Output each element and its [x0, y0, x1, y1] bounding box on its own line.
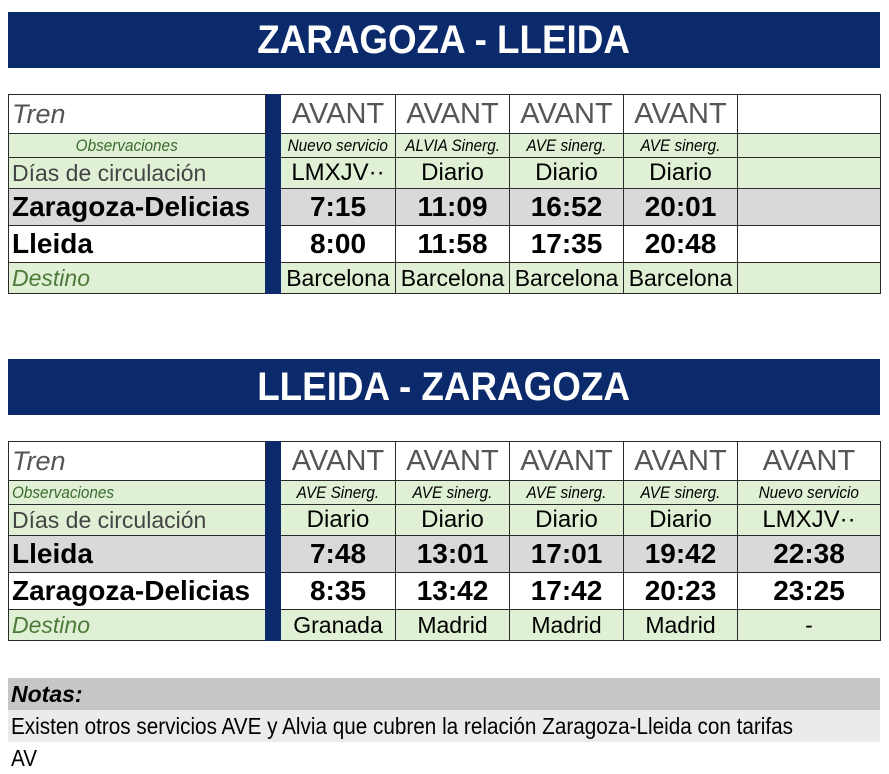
label-dias: Días de circulación — [9, 505, 266, 536]
observation: AVE sinerg. — [624, 134, 738, 158]
observation: Nuevo servicio — [281, 134, 396, 158]
row-arrival — [9, 573, 881, 610]
destination: Madrid — [396, 610, 510, 641]
label-tren: Tren — [9, 95, 266, 134]
train-type: AVANT — [738, 442, 881, 481]
observation: Nuevo servicio — [738, 481, 881, 505]
train-type: AVANT — [396, 442, 510, 481]
observation: AVE Sinerg. — [281, 481, 396, 505]
train-type: AVANT — [624, 95, 738, 134]
row-origin — [9, 536, 881, 573]
row-dias — [9, 505, 881, 536]
destination: Granada — [281, 610, 396, 641]
train-type: AVANT — [281, 442, 396, 481]
section1-title: ZARAGOZA - LLEIDA — [8, 12, 880, 68]
arrival-time: 17:42 — [510, 573, 624, 610]
train-type: AVANT — [396, 95, 510, 134]
notes-text: Existen otros servicios AVE y Alvia que cubren la relación Zaragoza-Lleida con tarifas AV — [8, 710, 880, 742]
departure-time: 11:09 — [396, 189, 510, 226]
notes-box — [8, 678, 880, 771]
label-destino: Destino — [9, 610, 266, 641]
days: Diario — [281, 505, 396, 536]
notes-heading: Notas: — [8, 678, 880, 710]
days: LMXJV·· — [738, 505, 881, 536]
departure-time — [738, 189, 881, 226]
departure-time: 19:42 — [624, 536, 738, 573]
row-dias — [9, 158, 881, 189]
row-arrival — [9, 226, 881, 263]
departure-time: 13:01 — [396, 536, 510, 573]
days: Diario — [624, 505, 738, 536]
row-tren — [9, 95, 881, 134]
label-destino: Destino — [9, 263, 266, 294]
days — [738, 158, 881, 189]
label-observaciones: Observaciones — [9, 481, 266, 505]
row-destino — [9, 610, 881, 641]
destination: Barcelona — [624, 263, 738, 294]
observation: AVE sinerg. — [510, 134, 624, 158]
departure-time: 17:01 — [510, 536, 624, 573]
row-destino — [9, 263, 881, 294]
train-type: AVANT — [510, 95, 624, 134]
label-dias: Días de circulación — [9, 158, 266, 189]
train-type: AVANT — [281, 95, 396, 134]
observation: AVE sinerg. — [624, 481, 738, 505]
label-observaciones: Observaciones — [9, 134, 266, 158]
label-arrival-station: Lleida — [9, 226, 266, 263]
observation — [738, 134, 881, 158]
destination: Madrid — [624, 610, 738, 641]
destination — [738, 263, 881, 294]
departure-time: 7:48 — [281, 536, 396, 573]
column-separator — [266, 95, 281, 294]
arrival-time — [738, 226, 881, 263]
row-origin — [9, 189, 881, 226]
timetable-lleida-zaragoza — [8, 441, 881, 641]
departure-time: 16:52 — [510, 189, 624, 226]
row-observaciones — [9, 134, 881, 158]
label-origin-station: Zaragoza-Delicias — [9, 189, 266, 226]
train-type — [738, 95, 881, 134]
destination: Barcelona — [281, 263, 396, 294]
arrival-time: 20:48 — [624, 226, 738, 263]
train-type: AVANT — [624, 442, 738, 481]
days: Diario — [396, 505, 510, 536]
days: LMXJV·· — [281, 158, 396, 189]
destination: Barcelona — [510, 263, 624, 294]
days: Diario — [510, 158, 624, 189]
days: Diario — [396, 158, 510, 189]
observation: AVE sinerg. — [510, 481, 624, 505]
observation: ALVIA Sinerg. — [396, 134, 510, 158]
destination: Barcelona — [396, 263, 510, 294]
arrival-time: 20:23 — [624, 573, 738, 610]
arrival-time: 8:35 — [281, 573, 396, 610]
days: Diario — [510, 505, 624, 536]
departure-time: 20:01 — [624, 189, 738, 226]
label-origin-station: Lleida — [9, 536, 266, 573]
arrival-time: 8:00 — [281, 226, 396, 263]
arrival-time: 11:58 — [396, 226, 510, 263]
label-tren: Tren — [9, 442, 266, 481]
destination: Madrid — [510, 610, 624, 641]
label-arrival-station: Zaragoza-Delicias — [9, 573, 266, 610]
arrival-time: 23:25 — [738, 573, 881, 610]
row-tren — [9, 442, 881, 481]
days: Diario — [624, 158, 738, 189]
arrival-time: 13:42 — [396, 573, 510, 610]
observation: AVE sinerg. — [396, 481, 510, 505]
arrival-time: 17:35 — [510, 226, 624, 263]
timetable-zaragoza-lleida — [8, 94, 881, 294]
section2-title: LLEIDA - ZARAGOZA — [8, 359, 880, 415]
destination: - — [738, 610, 881, 641]
departure-time: 7:15 — [281, 189, 396, 226]
departure-time: 22:38 — [738, 536, 881, 573]
row-observaciones — [9, 481, 881, 505]
column-separator — [266, 442, 281, 641]
train-type: AVANT — [510, 442, 624, 481]
